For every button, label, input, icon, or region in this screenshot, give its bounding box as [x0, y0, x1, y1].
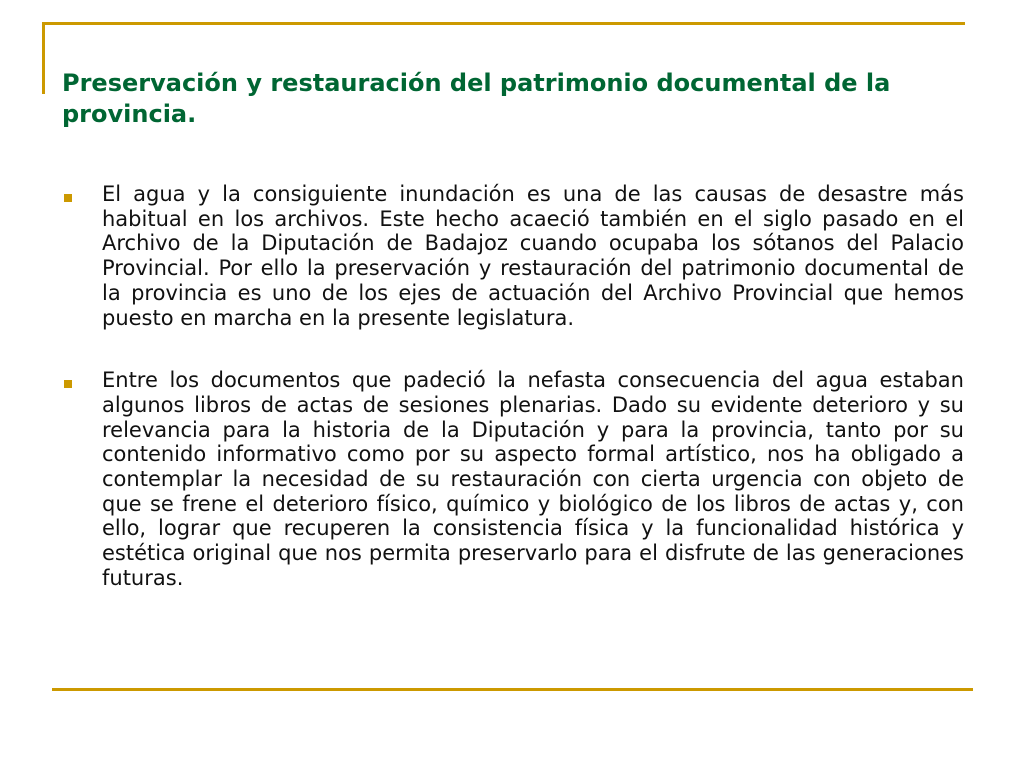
- left-border-line: [42, 22, 45, 94]
- bullet-list: [62, 182, 964, 629]
- square-bullet-icon: [64, 380, 72, 388]
- top-border-line: [42, 22, 965, 25]
- bullet-text: El agua y la consiguiente inundación es una de las causas de desastre más habitual en los archivos. Este hecho acaeció también en el siglo pasado en el Archivo de la Diputación de Badajoz cuando ocupaba los sótanos del Palacio Provincial. Por ello la preservación y restauración del patrimonio documental de la provincia es uno de los ejes de actuación del Archivo Provincial que hemos puesto en marcha en la presente legislatura.: [102, 182, 964, 330]
- bottom-border-line: [52, 688, 973, 691]
- bullet-item: [62, 368, 964, 590]
- slide-title: Preservación y restauración del patrimonio documental de la provincia.: [62, 69, 891, 128]
- square-bullet-icon: [64, 194, 72, 202]
- bullet-item: [62, 182, 964, 330]
- bullet-text: Entre los documentos que padeció la nefasta consecuencia del agua estaban algunos libros de actas de sesiones plenarias. Dado su evidente deterioro y su relevancia para la historia de la Diputación y para la provincia, tanto por su contenido informativo como por su aspecto formal artístico, nos ha obligado a contemplar la necesidad de su restauración con cierta urgencia con objeto de que se frene el deterioro físico, químico y biológico de los libros de actas y, con ello, lograr que recuperen la consistencia física y la funcionalidad histórica y estética original que nos permita preservarlo para el disfrute de las generaciones futuras.: [102, 368, 964, 590]
